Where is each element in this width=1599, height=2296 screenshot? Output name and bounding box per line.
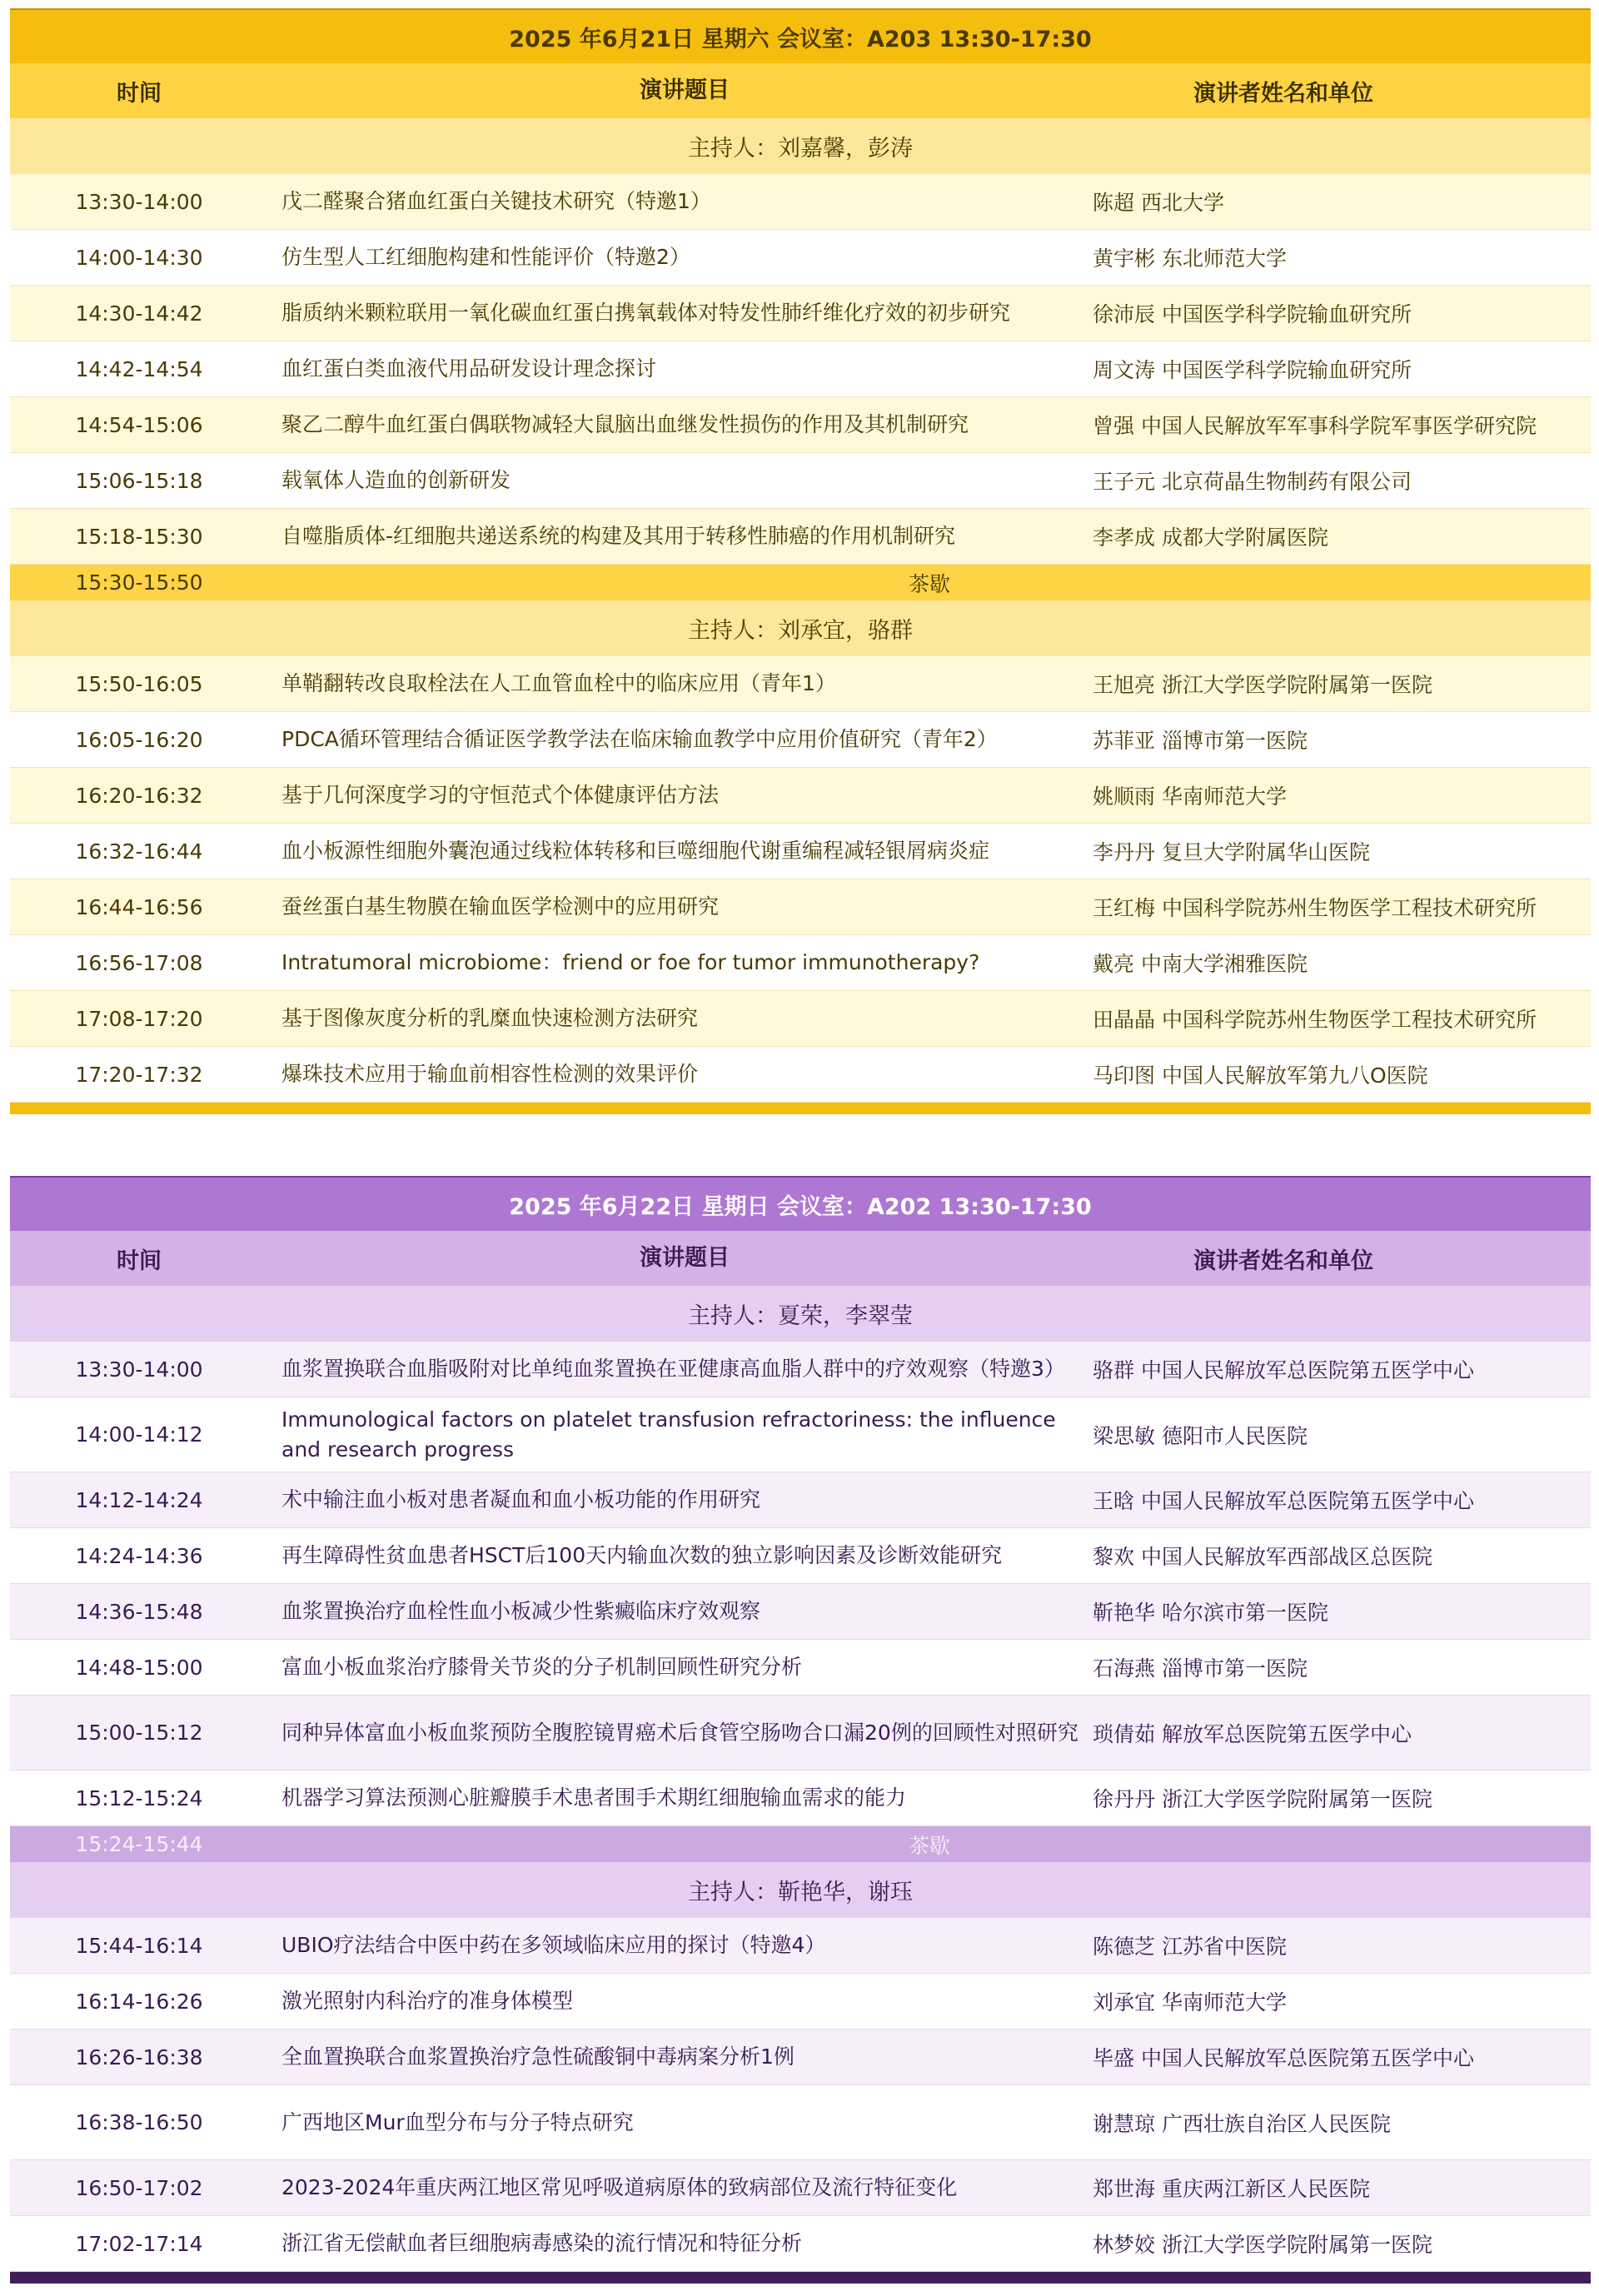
talk-time: 15:00-15:12 <box>75 1721 203 1745</box>
talk-speaker: 李丹丹 复旦大学附属华山医院 <box>1093 840 1370 864</box>
talk-title: 血红蛋白类血液代用品研发设计理念探讨 <box>281 356 657 381</box>
talk-row <box>10 935 1591 991</box>
talk-row <box>10 656 1591 712</box>
talk-speaker: 田晶晶 中国科学院苏州生物医学工程技术研究所 <box>1093 1008 1537 1032</box>
talk-title: 血浆置换治疗血栓性血小板减少性紫癜临床疗效观察 <box>281 1599 761 1623</box>
talk-time: 15:44-16:14 <box>75 1933 203 1958</box>
talk-time: 17:20-17:32 <box>75 1062 203 1087</box>
talk-list <box>10 1918 1591 2272</box>
talk-row <box>10 341 1591 397</box>
talk-row <box>10 1528 1591 1584</box>
talk-row <box>10 1918 1591 1974</box>
break-time: 15:30-15:50 <box>75 570 203 595</box>
talk-time: 16:32-16:44 <box>75 839 203 864</box>
talk-row <box>10 1047 1591 1103</box>
header-speaker: 演讲者姓名和单位 <box>1193 1248 1373 1274</box>
talk-title: 2023-2024年重庆两江地区常见呼吸道病原体的致病部位及流行特征变化 <box>281 2175 958 2199</box>
talk-row <box>10 1342 1591 1397</box>
talk-time: 14:00-14:12 <box>75 1422 203 1447</box>
talk-time: 15:12-15:24 <box>75 1786 203 1810</box>
talk-row <box>10 286 1591 341</box>
talk-time: 13:30-14:00 <box>75 1357 203 1382</box>
header-speaker: 演讲者姓名和单位 <box>1193 80 1373 107</box>
talk-title: 戊二醛聚合猪血红蛋白关键技术研究（特邀1） <box>281 189 711 213</box>
talk-time: 15:18-15:30 <box>75 524 203 549</box>
talk-time: 13:30-14:00 <box>75 189 203 214</box>
schedule-day1 <box>10 8 1591 1114</box>
talk-speaker: 王红梅 中国科学院苏州生物医学工程技术研究所 <box>1093 896 1537 920</box>
talk-time: 14:30-14:42 <box>75 301 203 326</box>
talk-title: Intratumoral microbiome：friend or foe for tumor immunotherapy? <box>281 950 980 974</box>
talk-time: 16:56-17:08 <box>75 950 203 975</box>
talk-speaker: 黎欢 中国人民解放军西部战区总医院 <box>1093 1545 1432 1569</box>
talk-speaker: 王旭亮 浙江大学医学院附属第一医院 <box>1093 673 1432 697</box>
talk-title: 爆珠技术应用于输血前相容性检测的效果评价 <box>281 1062 699 1086</box>
talk-speaker: 徐沛辰 中国医学科学院输血研究所 <box>1093 302 1412 326</box>
talk-time: 15:06-15:18 <box>75 468 203 493</box>
talk-title: 仿生型人工红细胞构建和性能评价（特邀2） <box>281 245 690 269</box>
talk-speaker: 琐倩茹 解放军总医院第五医学中心 <box>1093 1721 1412 1746</box>
header-title: 演讲题目 <box>640 1245 730 1271</box>
talk-title: 同种异体富血小板血浆预防全腹腔镜胃癌术后食管空肠吻合口漏20例的回顾性对照研究 <box>281 1720 1078 1745</box>
tea-break-row <box>10 565 1591 600</box>
talk-title: 术中输注血小板对患者凝血和血小板功能的作用研究 <box>281 1487 761 1512</box>
column-header-row <box>10 63 1591 118</box>
talk-time: 16:50-17:02 <box>75 2175 203 2200</box>
talk-title: UBIO疗法结合中医中药在多领域临床应用的探讨（特邀4） <box>281 1933 826 1957</box>
break-time: 15:24-15:44 <box>75 1832 203 1856</box>
host-row: 主持人：夏荣，李翠莹 <box>10 1286 1591 1342</box>
talk-time: 16:14-16:26 <box>75 1989 203 2014</box>
talk-row <box>10 2160 1591 2216</box>
talk-time: 16:26-16:38 <box>75 2044 203 2069</box>
section-bottom-bar <box>10 2272 1591 2284</box>
talk-list <box>10 1342 1591 1826</box>
talk-row <box>10 712 1591 768</box>
talk-time: 16:38-16:50 <box>75 2110 203 2134</box>
talk-speaker: 靳艳华 哈尔滨市第一医院 <box>1093 1601 1328 1625</box>
talk-row <box>10 1640 1591 1696</box>
talk-row <box>10 2085 1591 2160</box>
talk-row <box>10 453 1591 509</box>
talk-row <box>10 879 1591 935</box>
talk-row <box>10 230 1591 286</box>
talk-speaker: 梁思敏 德阳市人民医院 <box>1093 1423 1308 1448</box>
talk-time: 17:02-17:14 <box>75 2231 203 2256</box>
column-header-row <box>10 1231 1591 1286</box>
talk-speaker: 陈德芝 江苏省中医院 <box>1093 1935 1287 1959</box>
talk-title: 单鞘翻转改良取栓法在人工血管血栓中的临床应用（青年1） <box>281 671 836 695</box>
host-row: 主持人：刘承宜，骆群 <box>10 600 1591 656</box>
talk-row <box>10 768 1591 824</box>
talk-title: PDCA循环管理结合循证医学教学法在临床输血教学中应用价值研究（青年2） <box>281 727 998 751</box>
break-label: 茶歇 <box>908 1833 950 1858</box>
talk-speaker: 谢慧琼 广西壮族自治区人民医院 <box>1093 2111 1391 2136</box>
talk-speaker: 曾强 中国人民解放军军事科学院军事医学研究院 <box>1093 414 1537 438</box>
talk-row <box>10 1397 1591 1472</box>
talk-row <box>10 1472 1591 1528</box>
talk-speaker: 刘承宜 华南师范大学 <box>1093 1990 1287 2015</box>
talk-title: 基于图像灰度分析的乳糜血快速检测方法研究 <box>281 1006 699 1030</box>
talk-title: 聚乙二醇牛血红蛋白偶联物减轻大鼠脑出血继发性损伤的作用及其机制研究 <box>281 412 969 436</box>
break-label: 茶歇 <box>908 571 950 596</box>
talk-time: 17:08-17:20 <box>75 1006 203 1031</box>
talk-speaker: 陈超 西北大学 <box>1093 191 1224 215</box>
talk-speaker: 周文涛 中国医学科学院输血研究所 <box>1093 358 1412 382</box>
talk-speaker: 毕盛 中国人民解放军总医院第五医学中心 <box>1093 2046 1474 2070</box>
talk-time: 16:44-16:56 <box>75 894 203 919</box>
talk-title: 激光照射内科治疗的准身体模型 <box>281 1989 574 2013</box>
header-time: 时间 <box>117 1248 162 1274</box>
talk-time: 14:12-14:24 <box>75 1487 203 1512</box>
talk-title: Immunological factors on platelet transfusion refractoriness: the influence and research progress <box>281 1407 1056 1462</box>
talk-time: 14:54-15:06 <box>75 412 203 437</box>
talk-row <box>10 1696 1591 1771</box>
schedule-day2 <box>10 1176 1591 2284</box>
talk-speaker: 骆群 中国人民解放军总医院第五医学中心 <box>1093 1358 1474 1382</box>
talk-title: 血浆置换联合血脂吸附对比单纯血浆置换在亚健康高血脂人群中的疗效观察（特邀3） <box>281 1357 1065 1381</box>
talk-speaker: 石海燕 淄博市第一医院 <box>1093 1656 1308 1681</box>
talk-speaker: 郑世海 重庆两江新区人民医院 <box>1093 2177 1370 2201</box>
talk-speaker: 林梦姣 浙江大学医学院附属第一医院 <box>1093 2233 1432 2257</box>
talk-title: 全血置换联合血浆置换治疗急性硫酸铜中毒病案分析1例 <box>281 2044 795 2069</box>
talk-time: 15:50-16:05 <box>75 671 203 696</box>
talk-list <box>10 656 1591 1103</box>
talk-speaker: 黄宇彬 东北师范大学 <box>1093 247 1287 271</box>
talk-row <box>10 2030 1591 2085</box>
talk-time: 14:42-14:54 <box>75 356 203 381</box>
talk-speaker: 马印图 中国人民解放军第九八O医院 <box>1093 1063 1428 1088</box>
talk-title: 基于几何深度学习的守恒范式个体健康评估方法 <box>281 783 720 807</box>
talk-speaker: 李孝成 成都大学附属医院 <box>1093 525 1328 550</box>
tea-break-row <box>10 1826 1591 1862</box>
talk-title: 机器学习算法预测心脏瓣膜手术患者围手术期红细胞输血需求的能力 <box>281 1786 907 1810</box>
talk-title: 自噬脂质体-红细胞共递送系统的构建及其用于转移性肺癌的作用机制研究 <box>281 524 956 548</box>
talk-speaker: 王晗 中国人民解放军总医院第五医学中心 <box>1093 1489 1474 1513</box>
header-title: 演讲题目 <box>640 77 730 103</box>
talk-speaker: 徐丹丹 浙江大学医学院附属第一医院 <box>1093 1787 1432 1811</box>
talk-time: 16:05-16:20 <box>75 727 203 752</box>
talk-title: 血小板源性细胞外囊泡通过线粒体转移和巨噬细胞代谢重编程减轻银屑病炎症 <box>281 839 990 863</box>
host-row: 主持人：刘嘉馨，彭涛 <box>10 118 1591 174</box>
talk-title: 富血小板血浆治疗膝骨关节炎的分子机制回顾性研究分析 <box>281 1655 803 1679</box>
talk-time: 16:20-16:32 <box>75 783 203 808</box>
header-time: 时间 <box>117 80 162 107</box>
talk-row <box>10 824 1591 879</box>
host-row: 主持人：靳艳华，谢珏 <box>10 1862 1591 1918</box>
talk-title: 再生障碍性贫血患者HSCT后100天内输血次数的独立影响因素及诊断效能研究 <box>281 1543 1003 1567</box>
talk-row <box>10 1974 1591 2030</box>
talk-speaker: 姚顺雨 华南师范大学 <box>1093 784 1287 809</box>
talk-row <box>10 1584 1591 1640</box>
talk-speaker: 戴亮 中南大学湘雅医院 <box>1093 952 1308 976</box>
talk-title: 浙江省无偿献血者巨细胞病毒感染的流行情况和特征分析 <box>281 2231 803 2255</box>
talk-list <box>10 174 1591 565</box>
talk-title: 脂质纳米颗粒联用一氧化碳血红蛋白携氧载体对特发性肺纤维化疗效的初步研究 <box>281 301 1011 325</box>
talk-row <box>10 509 1591 565</box>
talk-title: 广西地区Mur血型分布与分子特点研究 <box>281 2109 634 2134</box>
talk-row <box>10 2216 1591 2272</box>
talk-time: 14:36-15:48 <box>75 1599 203 1624</box>
talk-time: 14:00-14:30 <box>75 245 203 270</box>
talk-row <box>10 991 1591 1047</box>
talk-row <box>10 397 1591 453</box>
section-bottom-bar <box>10 1103 1591 1114</box>
talk-time: 14:24-14:36 <box>75 1543 203 1568</box>
session-banner: 2025 年6月21日 星期六 会议室：A203 13:30-17:30 <box>10 8 1591 63</box>
talk-speaker: 王子元 北京荷晶生物制药有限公司 <box>1093 470 1412 494</box>
talk-title: 蚕丝蛋白基生物膜在输血医学检测中的应用研究 <box>281 894 720 919</box>
session-banner: 2025 年6月22日 星期日 会议室：A202 13:30-17:30 <box>10 1176 1591 1231</box>
talk-row <box>10 174 1591 230</box>
talk-row <box>10 1771 1591 1826</box>
talk-speaker: 苏菲亚 淄博市第一医院 <box>1093 729 1308 753</box>
talk-time: 14:48-15:00 <box>75 1655 203 1680</box>
talk-title: 载氧体人造血的创新研发 <box>281 468 511 492</box>
